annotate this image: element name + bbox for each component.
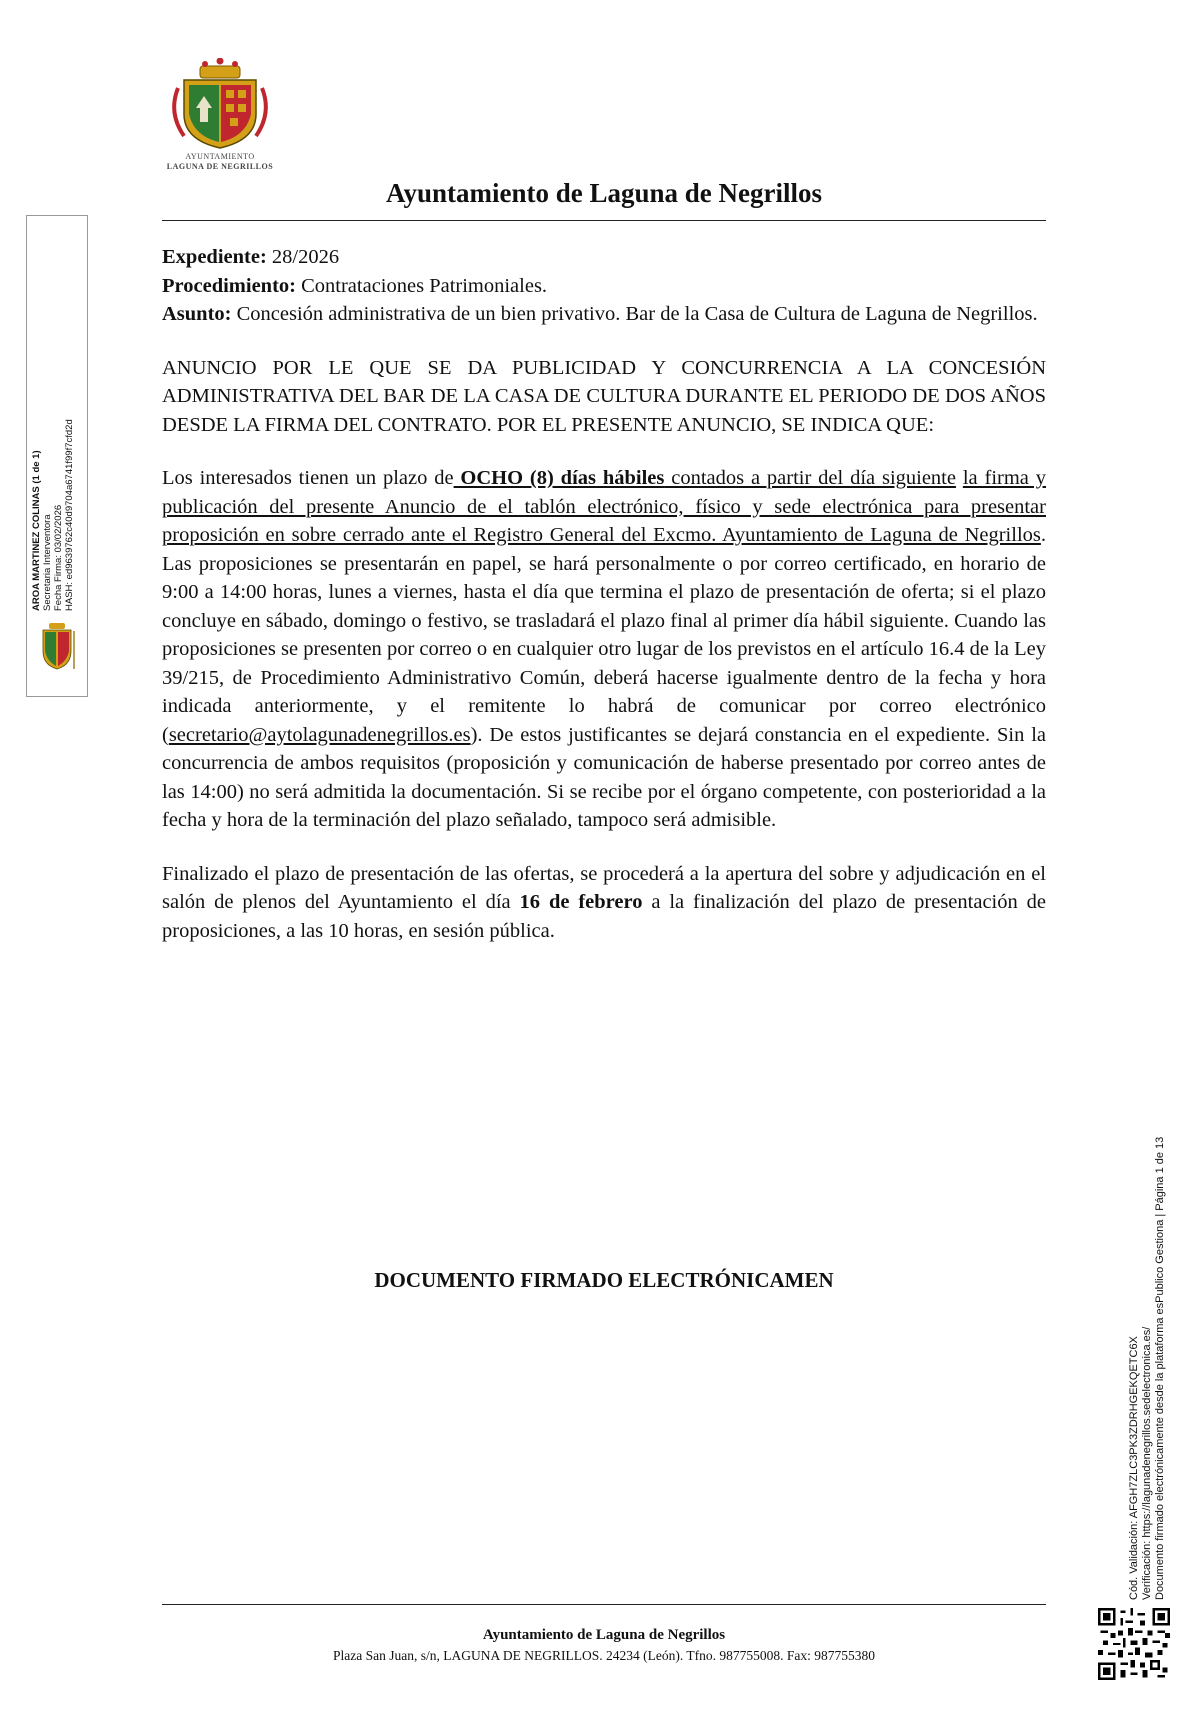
secretary-email-link[interactable]: secretario@aytolagunadenegrillos.es (168, 723, 471, 746)
signature-crest-icon (35, 621, 79, 679)
paragraph-opening-part1: Finalizado el plazo de presentación de las ofertas, se procederá a la apertura del sobre y adjudicación en el salón de plenos del Ayuntamiento el día (162, 862, 1046, 913)
expediente-label: Expediente: (162, 246, 267, 268)
opening-date: 16 de febrero (519, 891, 643, 913)
crest-emblem-icon (160, 58, 280, 150)
header-divider (162, 220, 1046, 221)
signer-name: AROA MARTINEZ COLINAS (1 de 1) (31, 450, 42, 611)
procedimiento-label: Procedimiento: (162, 274, 296, 297)
spacer (162, 835, 1046, 860)
crest-caption-top: AYUNTAMIENTO (185, 152, 255, 161)
signature-hash: HASH: ed9639762c40d9704a6741f99f7cfd2d (64, 419, 75, 611)
signed-notice: DOCUMENTO FIRMADO ELECTRÓNICAMEN (374, 1268, 834, 1292)
deadline-start: contados a partir del día siguiente (664, 467, 956, 489)
signature-details (31, 231, 81, 611)
document-body (162, 243, 1046, 945)
validation-code: Cód. Validación: AFGH7ZLC3PK3ZDRHGEKQETC6X (1128, 1336, 1140, 1600)
asunto-line (162, 300, 1046, 329)
spacer (162, 439, 1046, 464)
signature-stamp (26, 215, 88, 697)
spacer (162, 329, 1046, 354)
paragraph-deadline-intro: Los interesados tienen un plazo de (162, 467, 454, 489)
signature-date: Fecha Firma: 03/02/2026 (53, 504, 64, 611)
footer-divider (162, 1604, 1046, 1605)
crest-logo (160, 58, 280, 173)
deadline-publication: la firma y publicación del presente Anuncio de el tablón electrónico, físico y sede electrónica para presentar proposición en sobre cerrado ante el Registro General del Excmo. Ayuntamiento de Laguna de Negrillos (162, 467, 1046, 546)
paragraph-opening (162, 860, 1046, 946)
asunto-label: Asunto: (162, 303, 232, 325)
procedimiento-line (162, 272, 1046, 301)
verification-url[interactable]: Verificación: https://lagunadenegrillos.sedelectronica.es/ (1141, 1326, 1153, 1600)
signer-role: Secretaria Interventora (42, 514, 53, 611)
footer-address: Plaza San Juan, s/n, LAGUNA DE NEGRILLOS. 24234 (León). Tfno. 987755008. Fax: 987755380 (333, 1648, 875, 1663)
asunto-value: Concesión administrativa de un bien privativo. Bar de la Casa de Cultura de Laguna de Negrillos. (231, 303, 1038, 325)
footer-organization: Ayuntamiento de Laguna de Negrillos (482, 1627, 726, 1643)
validation-info (1128, 920, 1188, 1600)
paragraph-deadline-body: . Las proposiciones se presentarán en papel, se hará personalmente o por correo certificado, en horario de 9:00 a 14:00 horas, lunes a viernes, hasta el día que termina el plazo de presentación de oferta; si el plazo concluye en sábado, domingo o festivo, se trasladará el plazo final al primer día hábil siguiente. Cuando las proposiciones se presenten por correo o en cualquier otro lugar de los previstos en el artículo 16.4 de la Ley 39/215, de Procedimiento Administrativo Común, deberá hacerse igualmente dentro de la fecha y hora indicada anteriormente, y el remitente lo habrá de comunicar por correo electrónico ( (162, 524, 1046, 746)
expediente-line (162, 243, 1046, 272)
paragraph-deadline (162, 464, 1046, 835)
crest-caption-bottom: LAGUNA DE NEGRILLOS (166, 162, 274, 171)
paragraph-deadline-body-end: ). De estos justificantes se dejará constancia en el expediente. Sin la concurrencia de ambos requisitos (proposición y comunicación de haberse presentado por correo antes de las 14:00) no será admitida la documentación. Si se recibe por el órgano competente, con posterioridad a la fecha y hora de la terminación del plazo señalado, tampoco será admisible. (162, 723, 1046, 831)
deadline-days: OCHO (8) días hábiles (453, 467, 665, 489)
expediente-value: 28/2026 (266, 246, 340, 268)
procedimiento-value: Contrataciones Patrimoniales. (295, 274, 548, 297)
announcement-heading: ANUNCIO POR LE QUE SE DA PUBLICIDAD Y CONCURRENCIA A LA CONCESIÓN ADMINISTRATIVA DEL BAR DE LA CASA DE CULTURA DURANTE EL PERIODO DE DOS AÑOS DESDE LA FIRMA DEL CONTRATO. POR EL PRESENTE ANUNCIO, SE INDICA QUE: (162, 356, 1046, 436)
page-title: Ayuntamiento de Laguna de Negrillos (385, 178, 823, 208)
qr-code-icon[interactable] (1098, 1608, 1170, 1680)
platform-info: Documento firmado electrónicamente desde la plataforma esPublico Gestiona | Página 1 de 13 (1154, 1136, 1166, 1600)
paragraph-opening-part2: a la finalización del plazo de presentación de proposiciones, a las 10 horas, en sesión pública. (162, 891, 1046, 942)
